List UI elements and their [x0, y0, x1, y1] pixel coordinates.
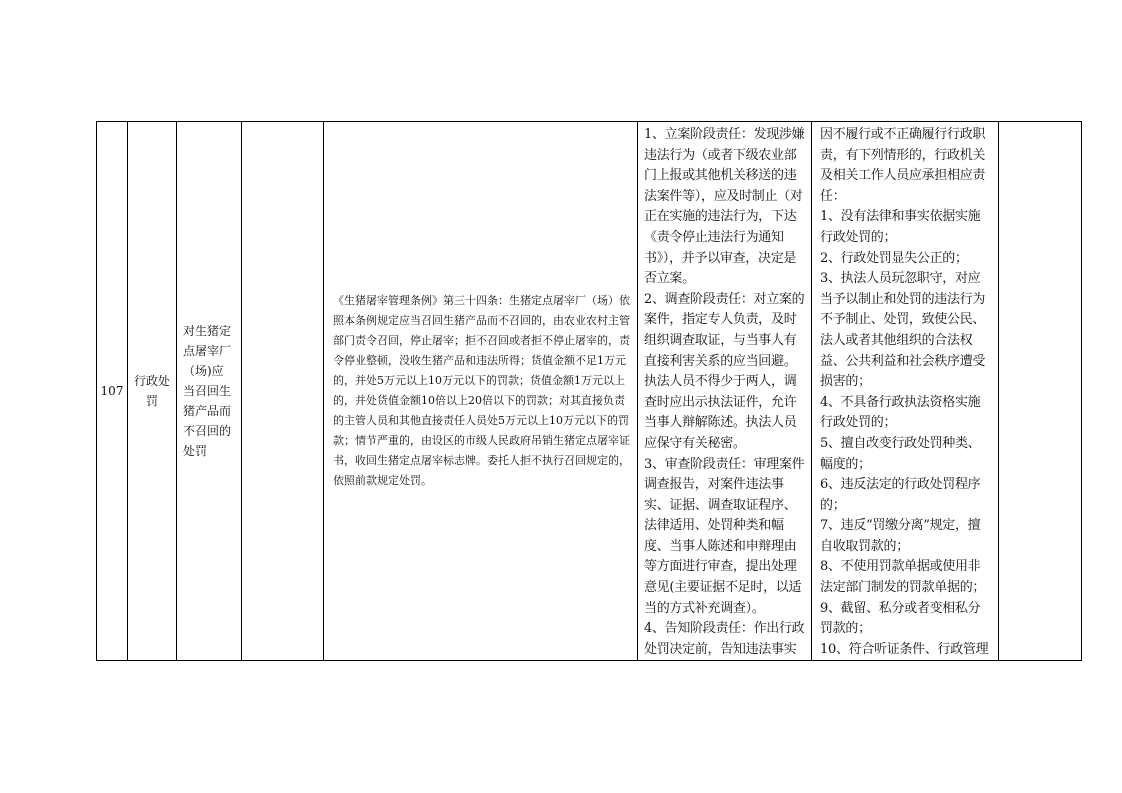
accountability-item: 3、执法人员玩忽职守，对应当予以制止和处罚的违法行为不予制止、处罚，致使公民、法人或者其他组织的合法权益、公共利益和社会秩序遭受损害的；: [820, 271, 986, 390]
accountability-list: [820, 125, 993, 659]
duty-item: 3、审查阶段责任：审理案件调查报告，对案件违法事实、证据、调查取证程序、法律适用、处罚种类和幅度、当事人陈述和申辩理由等方面进行审查，提出处理意见(主要证据不足时，以适当的方式补充调查）。: [644, 456, 805, 616]
duty-item: 4、告知阶段责任：作出行政处罚决定前，告知违法事实: [644, 621, 805, 657]
accountability-item: 4、不具备行政执法资格实施行政处罚的；: [820, 394, 981, 431]
powers-table: [96, 121, 1082, 661]
accountability-item: 8、不使用罚款单据或使用非法定部门制发的罚款单据的；: [820, 559, 986, 596]
row-number-cell: [97, 122, 128, 661]
power-item-name: 对生猪定点屠宰厂（场)应当召回生猪产品而不召回的处罚: [183, 324, 232, 458]
accountability-item: 2、行政处罚显失公正的；: [820, 250, 968, 266]
legal-basis-text: 《生猪屠宰管理条例》第三十四条：生猪定点屠宰厂（场）依照本条例规定应当召回生猪产品而不召回的，由农业农村主管部门责令召回，停止屠宰；拒不召回或者拒不停止屠宰的，责令停业整顿，没收生猪产品和违法所得；货值金额不足1万元的，并处5万元以上10万元以下的罚款；货值金额1万元以上的，并处货值金额10倍以上20倍以下的罚款；对其直接负责的主管人员和其他直接责任人员处5万元以上10万元以下的罚款；情节严重的，由设区的市级人民政府吊销生猪定点屠宰证书，收回生猪定点屠宰标志牌。委托人拒不执行召回规定的，依照前款规定处罚。: [333, 294, 630, 487]
legal-basis-cell: [324, 122, 638, 661]
power-category: 行政处罚: [133, 374, 170, 408]
remarks-cell: [999, 122, 1082, 661]
accountability-cell: [812, 122, 999, 661]
accountability-item: 9、截留、私分或者变相私分罚款的；: [820, 600, 981, 637]
accountability-item: 7、违反“罚缴分离”规定，擅自收取罚款的；: [820, 518, 981, 554]
empty-cell: [242, 122, 324, 661]
row-number: 107: [100, 384, 124, 398]
accountability-item: 6、违反法定的行政处罚程序的；: [820, 477, 981, 513]
category-cell: [128, 122, 177, 661]
accountability-item: 因不履行或不正确履行行政职责，有下列情形的，行政机关及相关工作人员应承担相应责任：: [820, 127, 986, 204]
duty-item: 1、立案阶段责任：发现涉嫌违法行为（或者下级农业部门上报或其他机关移送的违法案件等），应及时制止（对正在实施的违法行为，下达《责令停止违法行为通知书》），并予以审查，决定是否立案。: [644, 127, 805, 287]
duties-cell: [638, 122, 812, 661]
duties-list: [644, 125, 806, 659]
accountability-item: 1、没有法律和事实依据实施行政处罚的；: [820, 209, 981, 245]
accountability-item: 10、符合听证条件、行政管理: [820, 641, 989, 657]
accountability-item: 5、擅自改变行政处罚种类、幅度的；: [820, 435, 981, 472]
item-cell: [177, 122, 242, 661]
duty-item: 2、调查阶段责任：对立案的案件，指定专人负责，及时组织调查取证，与当事人有直接利害关系的应当回避。执法人员不得少于两人，调查时应出示执法证件，允许当事人辩解陈述。执法人员应保守有关秘密。: [644, 291, 805, 451]
table-row: [97, 122, 1082, 661]
